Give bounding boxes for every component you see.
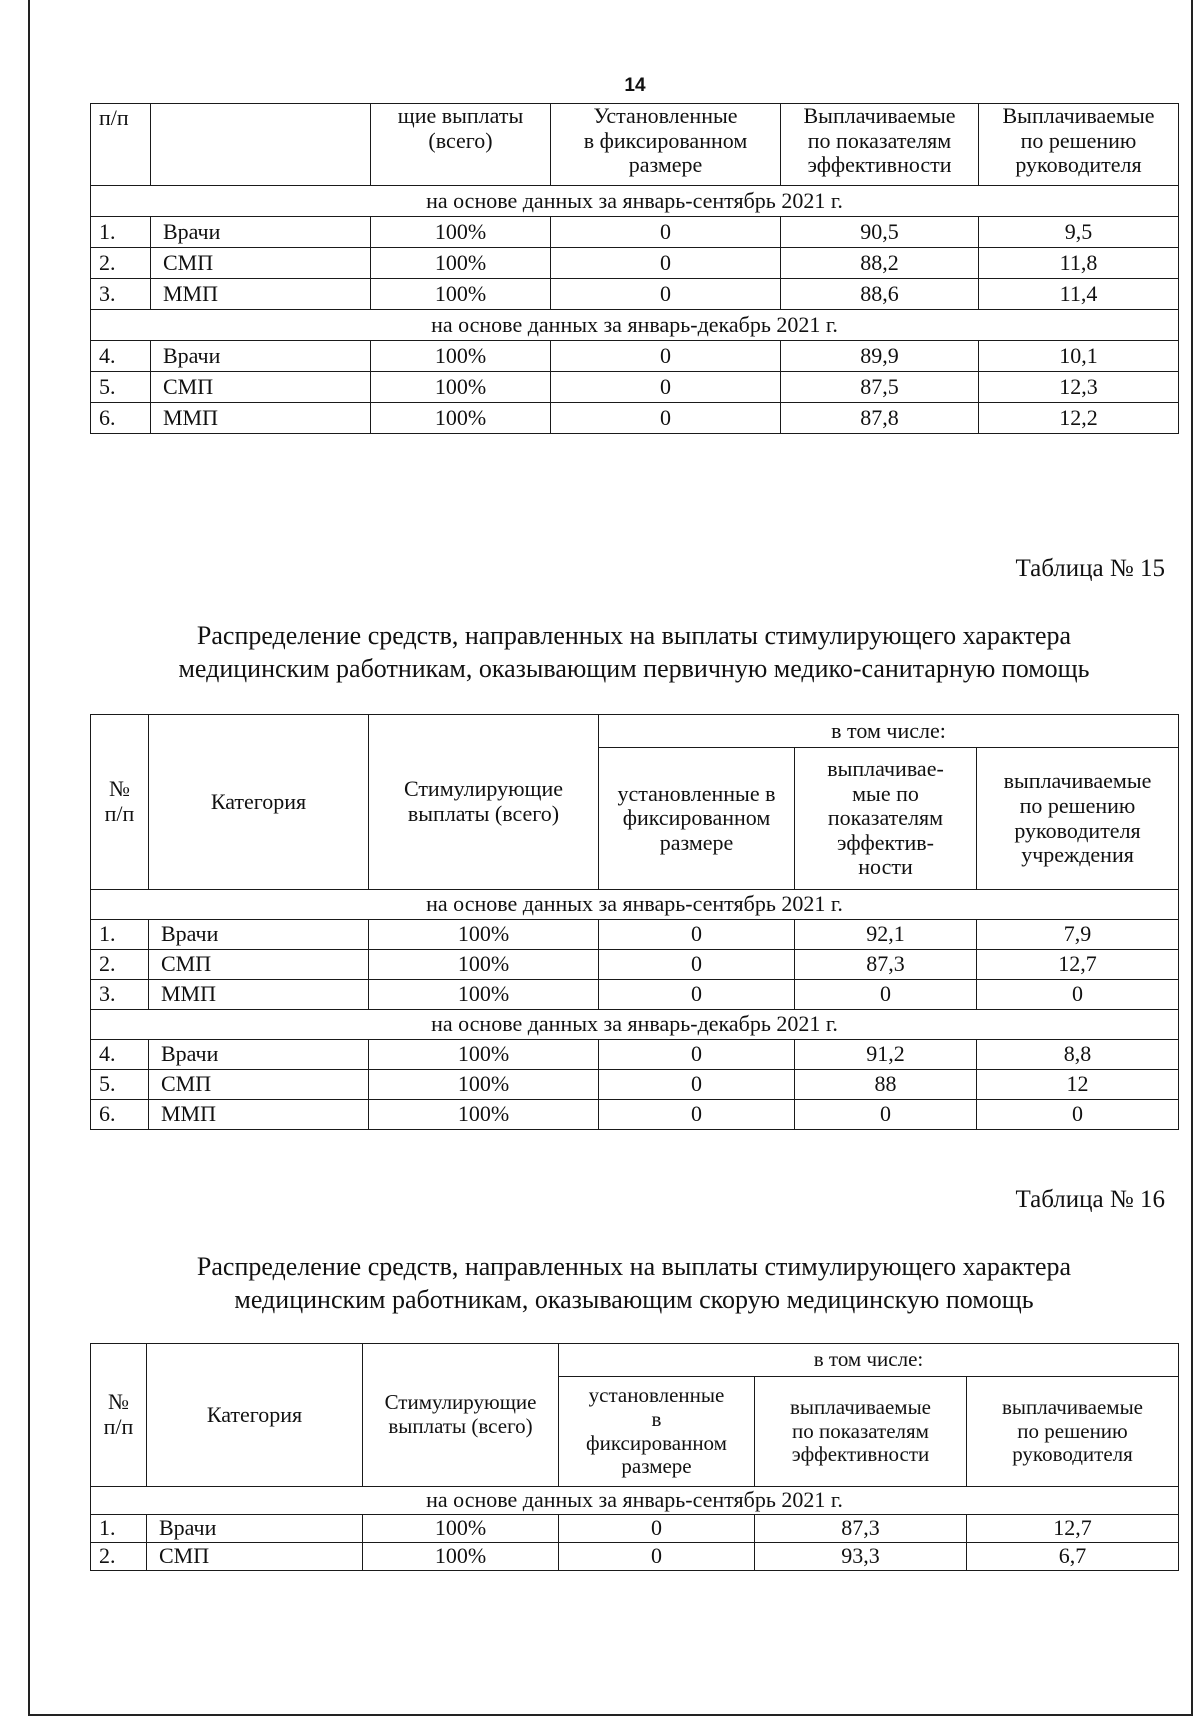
row-number: 2.: [91, 1543, 147, 1571]
header-performance: выплачивае- мые по показателям эффектив- ности: [795, 748, 977, 890]
row-fixed: 0: [551, 279, 781, 310]
row-total: 100%: [369, 950, 599, 980]
table-14-continuation: [90, 103, 1179, 434]
row-fixed: 0: [559, 1515, 755, 1543]
row-performance: 0: [795, 1100, 977, 1130]
header-fixed: Установленные в фиксированном размере: [551, 104, 781, 186]
row-number: 3.: [91, 980, 149, 1010]
row-category: Врачи: [147, 1515, 363, 1543]
row-category: СМП: [151, 372, 371, 403]
row-fixed: 0: [559, 1543, 755, 1571]
row-category: СМП: [151, 248, 371, 279]
row-number: 6.: [91, 1100, 149, 1130]
header-category: Категория: [147, 1344, 363, 1487]
table-row: [91, 950, 1179, 980]
row-fixed: 0: [551, 372, 781, 403]
row-performance: 87,3: [795, 950, 977, 980]
row-total: 100%: [371, 372, 551, 403]
row-performance: 91,2: [795, 1040, 977, 1070]
row-performance: 0: [795, 980, 977, 1010]
row-performance: 87,8: [781, 403, 979, 434]
row-category: ММП: [151, 403, 371, 434]
row-category: СМП: [147, 1543, 363, 1571]
row-performance: 89,9: [781, 341, 979, 372]
header-fixed: установленные в фиксированном размере: [599, 748, 795, 890]
row-total: 100%: [363, 1515, 559, 1543]
row-category: Врачи: [151, 341, 371, 372]
section-row: [91, 310, 1179, 341]
row-fixed: 0: [551, 341, 781, 372]
section-row: [91, 890, 1179, 920]
table-row: [91, 1100, 1179, 1130]
row-fixed: 0: [599, 950, 795, 980]
row-total: 100%: [363, 1543, 559, 1571]
header-total: Стимулирующие выплаты (всего): [369, 715, 599, 890]
row-decision: 12,2: [979, 403, 1179, 434]
row-fixed: 0: [599, 980, 795, 1010]
table-row: [91, 217, 1179, 248]
header-including: в том числе:: [599, 715, 1179, 748]
row-fixed: 0: [551, 403, 781, 434]
row-decision: 11,4: [979, 279, 1179, 310]
header-num: п/п: [91, 104, 151, 186]
table-16-label: Таблица № 16: [1015, 1186, 1165, 1213]
section-title: на основе данных за январь-декабрь 2021 г.: [91, 310, 1179, 341]
row-decision: 0: [977, 1100, 1179, 1130]
row-category: СМП: [149, 1070, 369, 1100]
row-decision: 9,5: [979, 217, 1179, 248]
section-title: на основе данных за январь-сентябрь 2021 г.: [91, 890, 1179, 920]
row-fixed: 0: [599, 1100, 795, 1130]
row-fixed: 0: [599, 920, 795, 950]
header-category: [151, 104, 371, 186]
section-title: на основе данных за январь-сентябрь 2021 г.: [91, 1487, 1179, 1515]
table-15-label: Таблица № 15: [1015, 555, 1165, 582]
table-row: [91, 403, 1179, 434]
table-row: [91, 1070, 1179, 1100]
table-16-title: Распределение средств, направленных на выплаты стимулирующего характера медицинским работникам, оказывающим скорую медицинскую помощь: [196, 1252, 1072, 1315]
page-border-right: [1191, 0, 1193, 1716]
page-border-left: [28, 0, 30, 1716]
header-total: Стимулирующие выплаты (всего): [363, 1344, 559, 1487]
page-number: 14: [624, 75, 646, 96]
row-total: 100%: [369, 920, 599, 950]
row-fixed: 0: [551, 217, 781, 248]
row-performance: 92,1: [795, 920, 977, 950]
table-16: [90, 1343, 1179, 1571]
row-decision: 12: [977, 1070, 1179, 1100]
header-total: щие выплаты (всего): [371, 104, 551, 186]
row-performance: 90,5: [781, 217, 979, 248]
row-decision: 11,8: [979, 248, 1179, 279]
row-category: Врачи: [151, 217, 371, 248]
row-total: 100%: [371, 341, 551, 372]
row-total: 100%: [369, 1040, 599, 1070]
table-row: [91, 920, 1179, 950]
page-border-bottom: [28, 1714, 1193, 1716]
row-decision: 12,3: [979, 372, 1179, 403]
row-total: 100%: [369, 1100, 599, 1130]
header-decision: выплачиваемые по решению руководителя: [967, 1377, 1179, 1487]
header-performance: Выплачиваемые по показателям эффективности: [781, 104, 979, 186]
row-number: 5.: [91, 372, 151, 403]
row-total: 100%: [369, 1070, 599, 1100]
table-15: [90, 714, 1179, 1130]
section-row: [91, 186, 1179, 217]
header-category: Категория: [149, 715, 369, 890]
row-number: 1.: [91, 920, 149, 950]
row-category: ММП: [149, 1100, 369, 1130]
row-number: 1.: [91, 217, 151, 248]
row-decision: 8,8: [977, 1040, 1179, 1070]
row-category: ММП: [149, 980, 369, 1010]
header-num: № п/п: [91, 715, 149, 890]
row-category: Врачи: [149, 1040, 369, 1070]
section-row: [91, 1487, 1179, 1515]
row-total: 100%: [371, 403, 551, 434]
table-15-title: Распределение средств, направленных на выплаты стимулирующего характера медицинским работникам, оказывающим первичную медико-санитарную помощь: [178, 621, 1090, 684]
table-row: [91, 980, 1179, 1010]
row-fixed: 0: [599, 1040, 795, 1070]
section-title: на основе данных за январь-сентябрь 2021 г.: [91, 186, 1179, 217]
table-row: [91, 372, 1179, 403]
header-decision: Выплачиваемые по решению руководителя: [979, 104, 1179, 186]
row-decision: 12,7: [977, 950, 1179, 980]
header-fixed: установленные в фиксированном размере: [559, 1377, 755, 1487]
header-including: в том числе:: [559, 1344, 1179, 1377]
row-number: 1.: [91, 1515, 147, 1543]
row-category: Врачи: [149, 920, 369, 950]
row-number: 3.: [91, 279, 151, 310]
row-performance: 88: [795, 1070, 977, 1100]
row-number: 2.: [91, 950, 149, 980]
table-header-row: [91, 1344, 1179, 1377]
row-performance: 87,3: [755, 1515, 967, 1543]
row-number: 5.: [91, 1070, 149, 1100]
section-row: [91, 1010, 1179, 1040]
row-decision: 10,1: [979, 341, 1179, 372]
header-num: № п/п: [91, 1344, 147, 1487]
table-row: [91, 248, 1179, 279]
row-category: СМП: [149, 950, 369, 980]
table-header-row: [91, 104, 1179, 186]
row-number: 4.: [91, 1040, 149, 1070]
table-row: [91, 1040, 1179, 1070]
row-decision: 7,9: [977, 920, 1179, 950]
row-decision: 12,7: [967, 1515, 1179, 1543]
row-total: 100%: [371, 279, 551, 310]
row-number: 2.: [91, 248, 151, 279]
table-row: [91, 1515, 1179, 1543]
section-title: на основе данных за январь-декабрь 2021 г.: [91, 1010, 1179, 1040]
row-number: 6.: [91, 403, 151, 434]
row-fixed: 0: [551, 248, 781, 279]
row-total: 100%: [371, 217, 551, 248]
table-row: [91, 341, 1179, 372]
row-category: ММП: [151, 279, 371, 310]
row-decision: 6,7: [967, 1543, 1179, 1571]
table-header-row: [91, 715, 1179, 748]
row-total: 100%: [371, 248, 551, 279]
table-row: [91, 279, 1179, 310]
header-performance: выплачиваемые по показателям эффективности: [755, 1377, 967, 1487]
row-performance: 88,6: [781, 279, 979, 310]
row-performance: 88,2: [781, 248, 979, 279]
header-decision: выплачиваемые по решению руководителя учреждения: [977, 748, 1179, 890]
row-number: 4.: [91, 341, 151, 372]
table-row: [91, 1543, 1179, 1571]
row-total: 100%: [369, 980, 599, 1010]
row-fixed: 0: [599, 1070, 795, 1100]
row-decision: 0: [977, 980, 1179, 1010]
row-performance: 87,5: [781, 372, 979, 403]
row-performance: 93,3: [755, 1543, 967, 1571]
